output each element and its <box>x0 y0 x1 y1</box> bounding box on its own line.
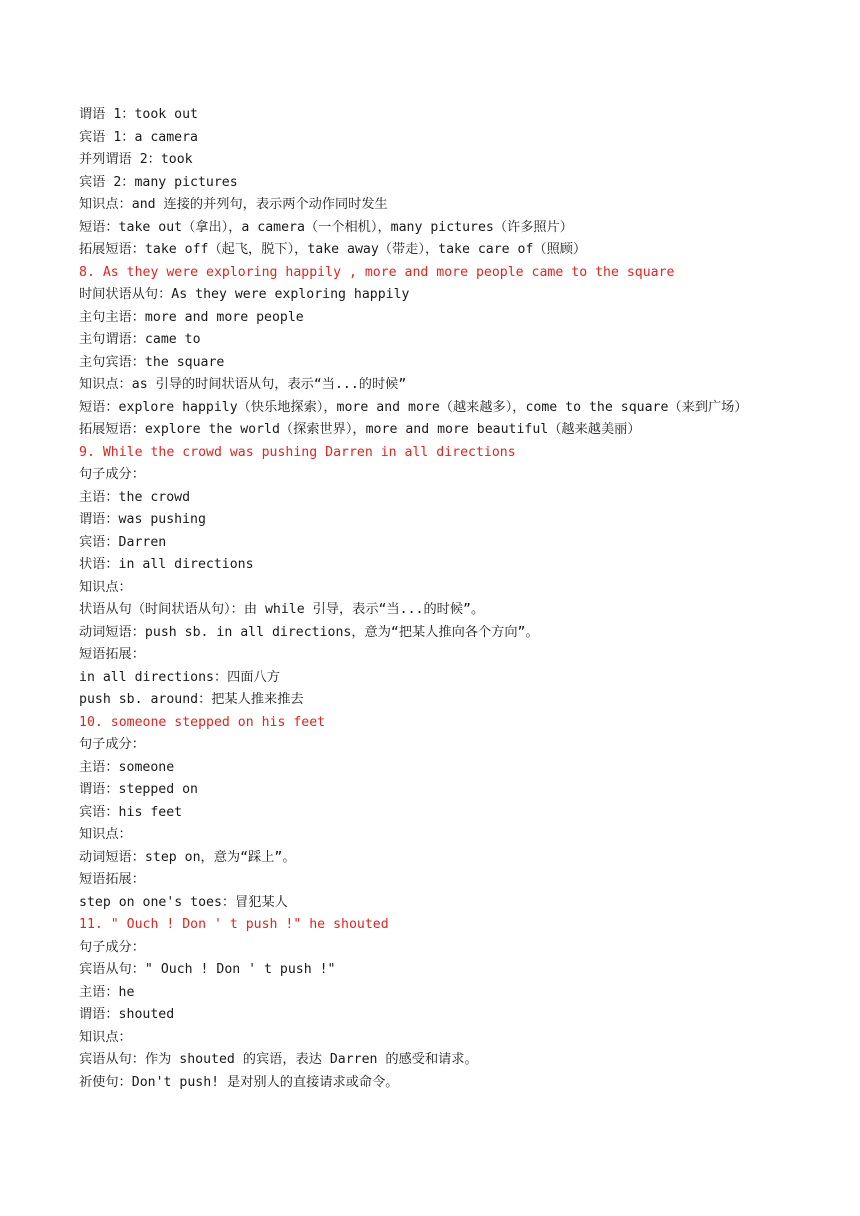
text-line: 知识点：as 引导的时间状语从句，表示“当...的时候” <box>79 377 407 392</box>
text-line: 主语：someone <box>79 759 175 775</box>
text-line: 短语拓展： <box>79 647 145 662</box>
text-line: 宾语：Darren <box>79 534 167 550</box>
text-line: 知识点：and 连接的并列句，表示两个动作同时发生 <box>79 197 388 212</box>
text-line: 主语：the crowd <box>79 489 191 505</box>
text-line: 拓展短语：take off（起飞，脱下），take away（带走），take care of（照顾） <box>79 242 587 257</box>
text-line: 动词短语：step on，意为“踩上”。 <box>79 849 296 865</box>
text-line: 宾语 1：a camera <box>79 129 198 145</box>
sentence-heading: 11. " Ouch ! Don ' t push !" he shouted <box>79 917 389 932</box>
text-line: 时间状语从句：As they were exploring happily <box>79 287 410 302</box>
text-line: 短语：explore happily（快乐地探索），more and more（越来越多），come to the square（来到广场） <box>79 399 748 415</box>
text-line: 知识点： <box>79 579 132 595</box>
text-line: 知识点： <box>79 827 132 842</box>
text-line: 知识点： <box>79 1029 132 1045</box>
text-line: 短语：take out（拿出），a camera（一个相机），many pictures（许多照片） <box>79 219 573 235</box>
text-line: 句子成分： <box>79 467 145 482</box>
sentence-heading: 8. As they were exploring happily , more and more people came to the square <box>79 264 675 280</box>
text-line: 短语拓展： <box>79 872 145 887</box>
text-line: 祈使句：Don't push! 是对别人的直接请求或命令。 <box>79 1074 399 1090</box>
document-body <box>79 104 839 1094</box>
text-line: 状语从句（时间状语从句）：由 while 引导，表示“当...的时候”。 <box>79 602 485 617</box>
text-line: 谓语：was pushing <box>79 512 206 527</box>
text-line: 句子成分： <box>79 737 145 752</box>
sentence-heading: 10. someone stepped on his feet <box>79 714 326 730</box>
text-line: 谓语 1：took out <box>79 107 198 122</box>
text-line: 宾语 2：many pictures <box>79 174 238 190</box>
sentence-heading: 9. While the crowd was pushing Darren in all directions <box>79 444 516 460</box>
text-line: step on one's toes：冒犯某人 <box>79 894 288 910</box>
text-line: 句子成分： <box>79 939 145 955</box>
text-line: push sb. around：把某人推来推去 <box>79 692 304 707</box>
text-line: 并列谓语 2：took <box>79 152 193 167</box>
text-line: 谓语：shouted <box>79 1007 175 1022</box>
text-line: 状语：in all directions <box>79 557 254 572</box>
text-line: 主句主语：more and more people <box>79 309 304 325</box>
text-line: 宾语从句：作为 shouted 的宾语，表达 Darren 的感受和请求。 <box>79 1052 478 1067</box>
text-line: 谓语：stepped on <box>79 782 198 797</box>
text-line: 宾语从句：" Ouch ! Don ' t push !" <box>79 962 336 977</box>
text-line: 主句宾语：the square <box>79 354 225 370</box>
text-line: 主句谓语：came to <box>79 332 201 347</box>
text-line: 主语：he <box>79 984 135 1000</box>
text-line: 宾语：his feet <box>79 804 183 820</box>
text-line: in all directions：四面八方 <box>79 669 280 685</box>
text-line: 拓展短语：explore the world（探索世界），more and more beautiful（越来越美丽） <box>79 422 641 437</box>
text-line: 动词短语：push sb. in all directions，意为“把某人推向各个方向”。 <box>79 624 539 640</box>
